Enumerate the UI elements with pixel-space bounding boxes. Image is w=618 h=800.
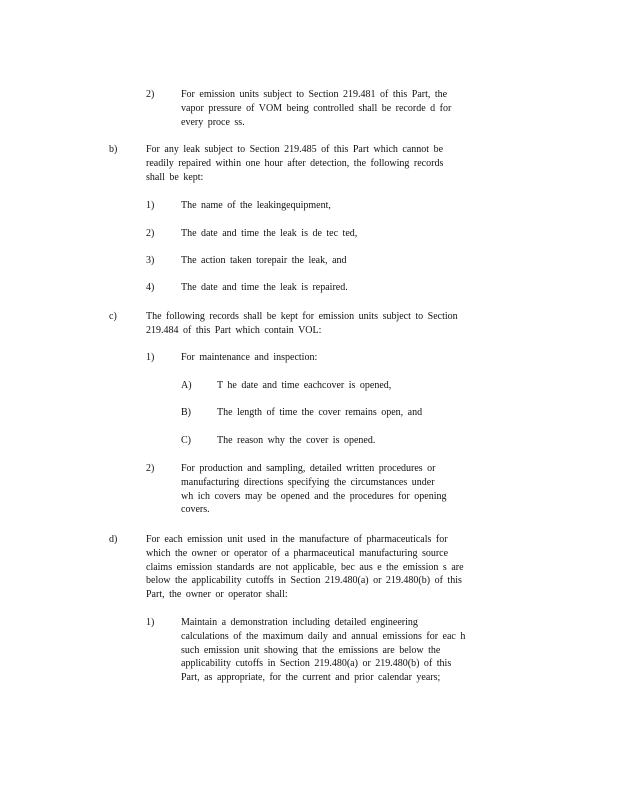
item-label: C) xyxy=(181,435,191,446)
text-line: below the applicability cutoffs in Section 219.480(a) or 219.480(b) of this xyxy=(146,575,462,587)
paragraph-a2 xyxy=(181,88,451,129)
item-label: 2) xyxy=(146,89,155,100)
section-label-d: d) xyxy=(109,534,118,545)
text-line: calculations of the maximum daily and annual emissions for eac h xyxy=(181,630,466,642)
item-label: 2) xyxy=(146,463,155,474)
list-item: The name of the leakingequipment, xyxy=(181,200,331,211)
text-line: such emission unit showing that the emissions are below the xyxy=(181,644,441,656)
list-item: The date and time the leak is repaired. xyxy=(181,282,348,293)
text-line: manufacturing directions specifying the circumstances under xyxy=(181,476,435,488)
text-line: For emission units subject to Section 219.481 of this Part, the xyxy=(181,89,448,100)
text-line: Maintain a demonstration including detailed engineering xyxy=(181,617,418,628)
text-line: every proce ss. xyxy=(181,116,245,128)
section-label-c: c) xyxy=(109,311,117,322)
text-line: Part, the owner or operator shall: xyxy=(146,589,288,601)
list-item: The length of time the cover remains open, and xyxy=(217,407,423,418)
item-label: 1) xyxy=(146,352,155,363)
text-line: For each emission unit used in the manufacture of pharmaceuticals for xyxy=(146,534,448,545)
paragraph-c2 xyxy=(181,462,446,517)
text-line: vapor pressure of VOM being controlled shall be recorde d for xyxy=(181,102,452,114)
text-line: The following records shall be kept for emission units subject to Section xyxy=(146,311,458,322)
text-line: claims emission standards are not applicable, bec aus e the emission s are xyxy=(146,561,464,573)
text-line: For any leak subject to Section 219.485 of this Part which cannot be xyxy=(146,144,444,155)
text-line: wh ich covers may be opened and the procedures for opening xyxy=(181,490,447,502)
paragraph-b xyxy=(146,143,443,184)
item-label: A) xyxy=(181,380,192,391)
text-line: 219.484 of this Part which contain VOL: xyxy=(146,324,322,336)
paragraph-d1 xyxy=(181,616,465,685)
item-label: 3) xyxy=(146,255,155,266)
list-item: For maintenance and inspection: xyxy=(181,352,318,363)
text-line: applicability cutoffs in Section 219.480(a) or 219.480(b) of this xyxy=(181,658,452,670)
item-label: 2) xyxy=(146,228,155,239)
list-item: The action taken torepair the leak, and xyxy=(181,255,347,266)
item-label: 1) xyxy=(146,200,155,211)
paragraph-d xyxy=(146,533,464,602)
item-label: 4) xyxy=(146,282,155,293)
list-item: The date and time the leak is de tec ted, xyxy=(181,228,358,239)
text-line: which the owner or operator of a pharmaceutical manufacturing source xyxy=(146,547,449,559)
text-line: readily repaired within one hour after detection, the following records xyxy=(146,157,444,169)
text-line: For production and sampling, detailed written procedures or xyxy=(181,463,436,474)
section-label-b: b) xyxy=(109,144,118,155)
list-item: The reason why the cover is opened. xyxy=(217,435,376,446)
item-label: B) xyxy=(181,407,191,418)
text-line: Part, as appropriate, for the current and prior calendar years; xyxy=(181,672,441,684)
text-line: shall be kept: xyxy=(146,171,204,183)
item-label: 1) xyxy=(146,617,155,628)
text-line: covers. xyxy=(181,504,210,516)
list-item: T he date and time eachcover is opened, xyxy=(217,380,392,391)
paragraph-c xyxy=(146,310,458,338)
